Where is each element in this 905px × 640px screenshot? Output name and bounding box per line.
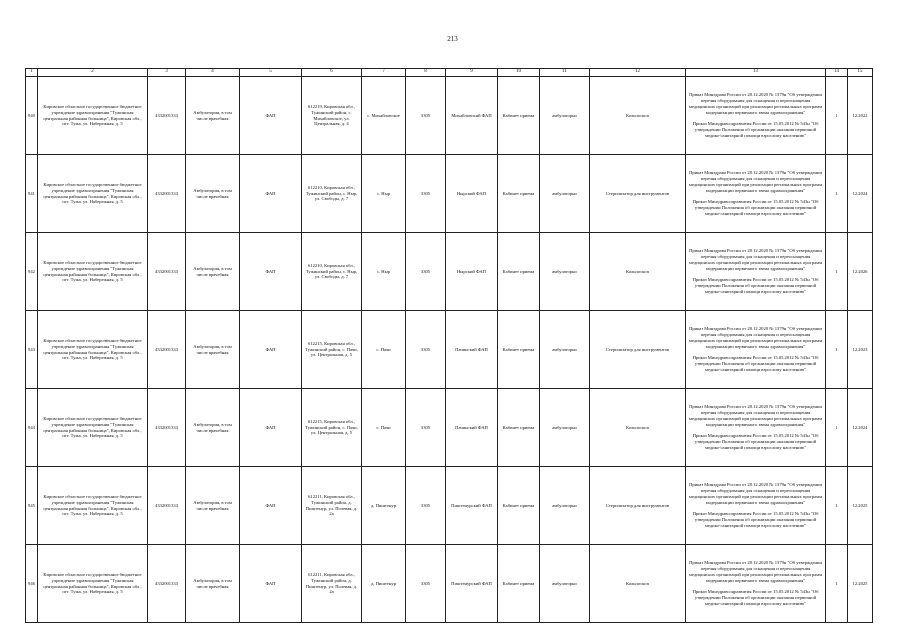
regulation-text: Приказ Минздравсоцразвития России от 15.05.2012 № 543н "Об утверждении Положения об организации оказания первичной медико-санитарной помощи взрослому населению" [692,277,819,295]
table-row [26,545,873,623]
regulation-text: Приказ Минздрава России от 28.12.2020 № 1379н "Об утверждении перечня оборудования для оснащения и переоснащения медицинских организаций при реализации региональных программ модернизации первичного звена здравоохранения" [689,169,822,193]
cell-inn: 4332001333 [148,545,186,623]
cell-mode: амбулаторно [540,389,590,467]
cell-inn: 4332001333 [148,155,186,233]
cell-date: 12.2022 [848,77,873,155]
cell-regulation [686,389,826,467]
cell-code: 3305 [406,467,446,545]
cell-equip: Стерилизатор для инструментов [590,311,686,389]
cell-equip: Кольпоскоп [590,77,686,155]
cell-mode: амбулаторно [540,545,590,623]
cell-mode: амбулаторно [540,155,590,233]
cell-unit: ФАП [240,77,302,155]
cell-room: Кабинет приема [498,77,540,155]
cell-fap: Пачинский ФАП [446,389,498,467]
regulation-text: Приказ Минздрава России от 28.12.2020 № 1379н "Об утверждении перечня оборудования для оснащения и переоснащения медицинских организаций при реализации региональных программ модернизации первичного звена здравоохранения" [689,247,822,271]
cell-addr: 612215, Кировская обл., Тужинский район, с. Пачи, ул. Центральная, д. 5 [302,311,362,389]
cell-qty: 1 [826,545,848,623]
regulation-text: Приказ Минздрава России от 28.12.2020 № 1379н "Об утверждении перечня оборудования для оснащения и переоснащения медицинских организаций при реализации региональных программ модернизации первичного звена здравоохранения" [689,559,822,583]
cell-room: Кабинет приема [498,311,540,389]
cell-unit: ФАП [240,467,302,545]
column-header: 12 [590,69,686,77]
cell-regulation [686,233,826,311]
regulation-text: Приказ Минздравсоцразвития России от 15.05.2012 № 543н "Об утверждении Положения об организации оказания первичной медико-санитарной помощи взрослому населению" [692,511,819,529]
cell-date: 12.2024 [848,389,873,467]
cell-org: Кировское областное государственное бюджетное учреждение здравоохранения "Тужинская центральная районная больница", Кировская обл., пгт. Тужа, ул. Набережная, д. 5 [38,77,148,155]
column-header: 11 [540,69,590,77]
cell-addr: 612210, Кировская обл., Тужинский район, с. Ныр, ул. Свободы, д. 7 [302,233,362,311]
cell-type: Амбулатория, в том числе врачебная [186,311,240,389]
cell-qty: 1 [826,311,848,389]
column-header: 3 [148,69,186,77]
cell-fap: Пиштенурский ФАП [446,467,498,545]
column-header: 5 [240,69,302,77]
cell-fap: Нырский ФАП [446,155,498,233]
regulation-text: Приказ Минздрава России от 28.12.2020 № 1379н "Об утверждении перечня оборудования для оснащения и переоснащения медицинских организаций при реализации региональных программ модернизации первичного звена здравоохранения" [689,403,822,427]
column-header: 15 [848,69,873,77]
cell-code: 3305 [406,233,446,311]
cell-date: 12.2024 [848,155,873,233]
cell-regulation [686,545,826,623]
cell-addr: 612211, Кировская обл., Тужинский район, д. Пиштенур, ул. Полевая, д. 2а [302,545,362,623]
cell-mode: амбулаторно [540,77,590,155]
cell-equip: Кольпоскоп [590,233,686,311]
cell-org: Кировское областное государственное бюджетное учреждение здравоохранения "Тужинская центральная районная больница", Кировская обл., пгт. Тужа, ул. Набережная, д. 5 [38,311,148,389]
cell-regulation [686,155,826,233]
page-number: 213 [447,35,458,43]
column-header: 14 [826,69,848,77]
cell-fap: Пачинский ФАП [446,311,498,389]
cell-unit: ФАП [240,545,302,623]
cell-locality: д. Пиштенур [362,545,406,623]
cell-n: 943 [26,311,38,389]
cell-equip: Стерилизатор для инструментов [590,155,686,233]
regulation-text: Приказ Минздравсоцразвития России от 15.05.2012 № 543н "Об утверждении Положения об организации оказания первичной медико-санитарной помощи взрослому населению" [692,199,819,217]
regulation-text: Приказ Минздравсоцразвития России от 15.05.2012 № 543н "Об утверждении Положения об организации оказания первичной медико-санитарной помощи взрослому населению" [692,433,819,451]
cell-addr: 612219, Кировская обл., Тужинский район, с. Михайловское, ул. Центральная, д. 4 [302,77,362,155]
cell-org: Кировское областное государственное бюджетное учреждение здравоохранения "Тужинская центральная районная больница", Кировская обл., пгт. Тужа, ул. Набережная, д. 5 [38,155,148,233]
cell-locality: с. Ныр [362,233,406,311]
column-header: 13 [686,69,826,77]
regulation-text: Приказ Минздравсоцразвития России от 15.05.2012 № 543н "Об утверждении Положения об организации оказания первичной медико-санитарной помощи взрослому населению" [692,589,819,607]
cell-locality: с. Михайловское [362,77,406,155]
cell-org: Кировское областное государственное бюджетное учреждение здравоохранения "Тужинская центральная районная больница", Кировская обл., пгт. Тужа, ул. Набережная, д. 5 [38,467,148,545]
table-row [26,155,873,233]
cell-mode: амбулаторно [540,467,590,545]
cell-code: 3305 [406,545,446,623]
table-row [26,311,873,389]
cell-unit: ФАП [240,389,302,467]
cell-qty: 1 [826,467,848,545]
cell-n: 942 [26,233,38,311]
cell-date: 12.2025 [848,467,873,545]
cell-room: Кабинет приема [498,155,540,233]
regulation-text: Приказ Минздрава России от 28.12.2020 № 1379н "Об утверждении перечня оборудования для оснащения и переоснащения медицинских организаций при реализации региональных программ модернизации первичного звена здравоохранения" [689,481,822,505]
cell-equip: Стерилизатор для инструментов [590,467,686,545]
table-row [26,77,873,155]
cell-equip: Кольпоскоп [590,545,686,623]
cell-n: 945 [26,467,38,545]
table-row [26,389,873,467]
table-row [26,233,873,311]
regulation-text: Приказ Минздрава России от 28.12.2020 № 1379н "Об утверждении перечня оборудования для оснащения и переоснащения медицинских организаций при реализации региональных программ модернизации первичного звена здравоохранения" [689,91,822,115]
cell-regulation [686,311,826,389]
cell-room: Кабинет приема [498,389,540,467]
column-header: 2 [38,69,148,77]
cell-fap: Михайловский ФАП [446,77,498,155]
cell-code: 3305 [406,311,446,389]
column-header: 6 [302,69,362,77]
cell-inn: 4332001333 [148,467,186,545]
regulation-text: Приказ Минздравсоцразвития России от 15.05.2012 № 543н "Об утверждении Положения об организации оказания первичной медико-санитарной помощи взрослому населению" [692,355,819,373]
cell-org: Кировское областное государственное бюджетное учреждение здравоохранения "Тужинская центральная районная больница", Кировская обл., пгт. Тужа, ул. Набережная, д. 5 [38,389,148,467]
cell-qty: 1 [826,77,848,155]
cell-type: Амбулатория, в том числе врачебная [186,233,240,311]
cell-type: Амбулатория, в том числе врачебная [186,545,240,623]
regulation-text: Приказ Минздрава России от 28.12.2020 № 1379н "Об утверждении перечня оборудования для оснащения и переоснащения медицинских организаций при реализации региональных программ модернизации первичного звена здравоохранения" [689,325,822,349]
cell-unit: ФАП [240,233,302,311]
cell-inn: 4332001333 [148,311,186,389]
cell-date: 12.2026 [848,233,873,311]
regulation-text: Приказ Минздравсоцразвития России от 15.05.2012 № 543н "Об утверждении Положения об организации оказания первичной медико-санитарной помощи взрослому населению" [692,121,819,139]
cell-inn: 4332001333 [148,77,186,155]
cell-room: Кабинет приема [498,545,540,623]
cell-addr: 612211, Кировская обл., Тужинский район, д. Пиштенур, ул. Полевая, д. 2а [302,467,362,545]
cell-code: 3305 [406,77,446,155]
cell-regulation [686,77,826,155]
column-header: 7 [362,69,406,77]
column-header: 9 [446,69,498,77]
cell-type: Амбулатория, в том числе врачебная [186,389,240,467]
cell-n: 946 [26,545,38,623]
header-row [26,69,873,77]
column-header: 8 [406,69,446,77]
equipment-table [25,68,873,623]
cell-type: Амбулатория, в том числе врачебная [186,467,240,545]
cell-code: 3305 [406,389,446,467]
cell-locality: с. Пачи [362,389,406,467]
cell-type: Амбулатория, в том числе врачебная [186,77,240,155]
cell-date: 12.2023 [848,311,873,389]
cell-fap: Нырский ФАП [446,233,498,311]
column-header: 10 [498,69,540,77]
cell-qty: 1 [826,389,848,467]
cell-locality: с. Пачи [362,311,406,389]
cell-unit: ФАП [240,311,302,389]
cell-n: 941 [26,155,38,233]
cell-type: Амбулатория, в том числе врачебная [186,155,240,233]
cell-qty: 1 [826,233,848,311]
cell-org: Кировское областное государственное бюджетное учреждение здравоохранения "Тужинская центральная районная больница", Кировская обл., пгт. Тужа, ул. Набережная, д. 5 [38,545,148,623]
cell-inn: 4332001333 [148,389,186,467]
cell-room: Кабинет приема [498,233,540,311]
cell-n: 940 [26,77,38,155]
cell-room: Кабинет приема [498,467,540,545]
cell-n: 944 [26,389,38,467]
table-row [26,467,873,545]
cell-addr: 612215, Кировская обл., Тужинский район, с. Пачи, ул. Центральная, д. 5 [302,389,362,467]
cell-equip: Кольпоскоп [590,389,686,467]
cell-inn: 4332001333 [148,233,186,311]
cell-regulation [686,467,826,545]
cell-addr: 612210, Кировская обл., Тужинский район, с. Ныр, ул. Свободы, д. 7 [302,155,362,233]
cell-qty: 1 [826,155,848,233]
column-header: 4 [186,69,240,77]
cell-org: Кировское областное государственное бюджетное учреждение здравоохранения "Тужинская центральная районная больница", Кировская обл., пгт. Тужа, ул. Набережная, д. 5 [38,233,148,311]
cell-date: 12.2025 [848,545,873,623]
cell-locality: с. Ныр [362,155,406,233]
cell-code: 3305 [406,155,446,233]
cell-unit: ФАП [240,155,302,233]
column-header: 1 [26,69,38,77]
cell-locality: д. Пиштенур [362,467,406,545]
table-body [26,77,873,623]
cell-fap: Пиштенурский ФАП [446,545,498,623]
cell-mode: амбулаторно [540,233,590,311]
cell-mode: амбулаторно [540,311,590,389]
